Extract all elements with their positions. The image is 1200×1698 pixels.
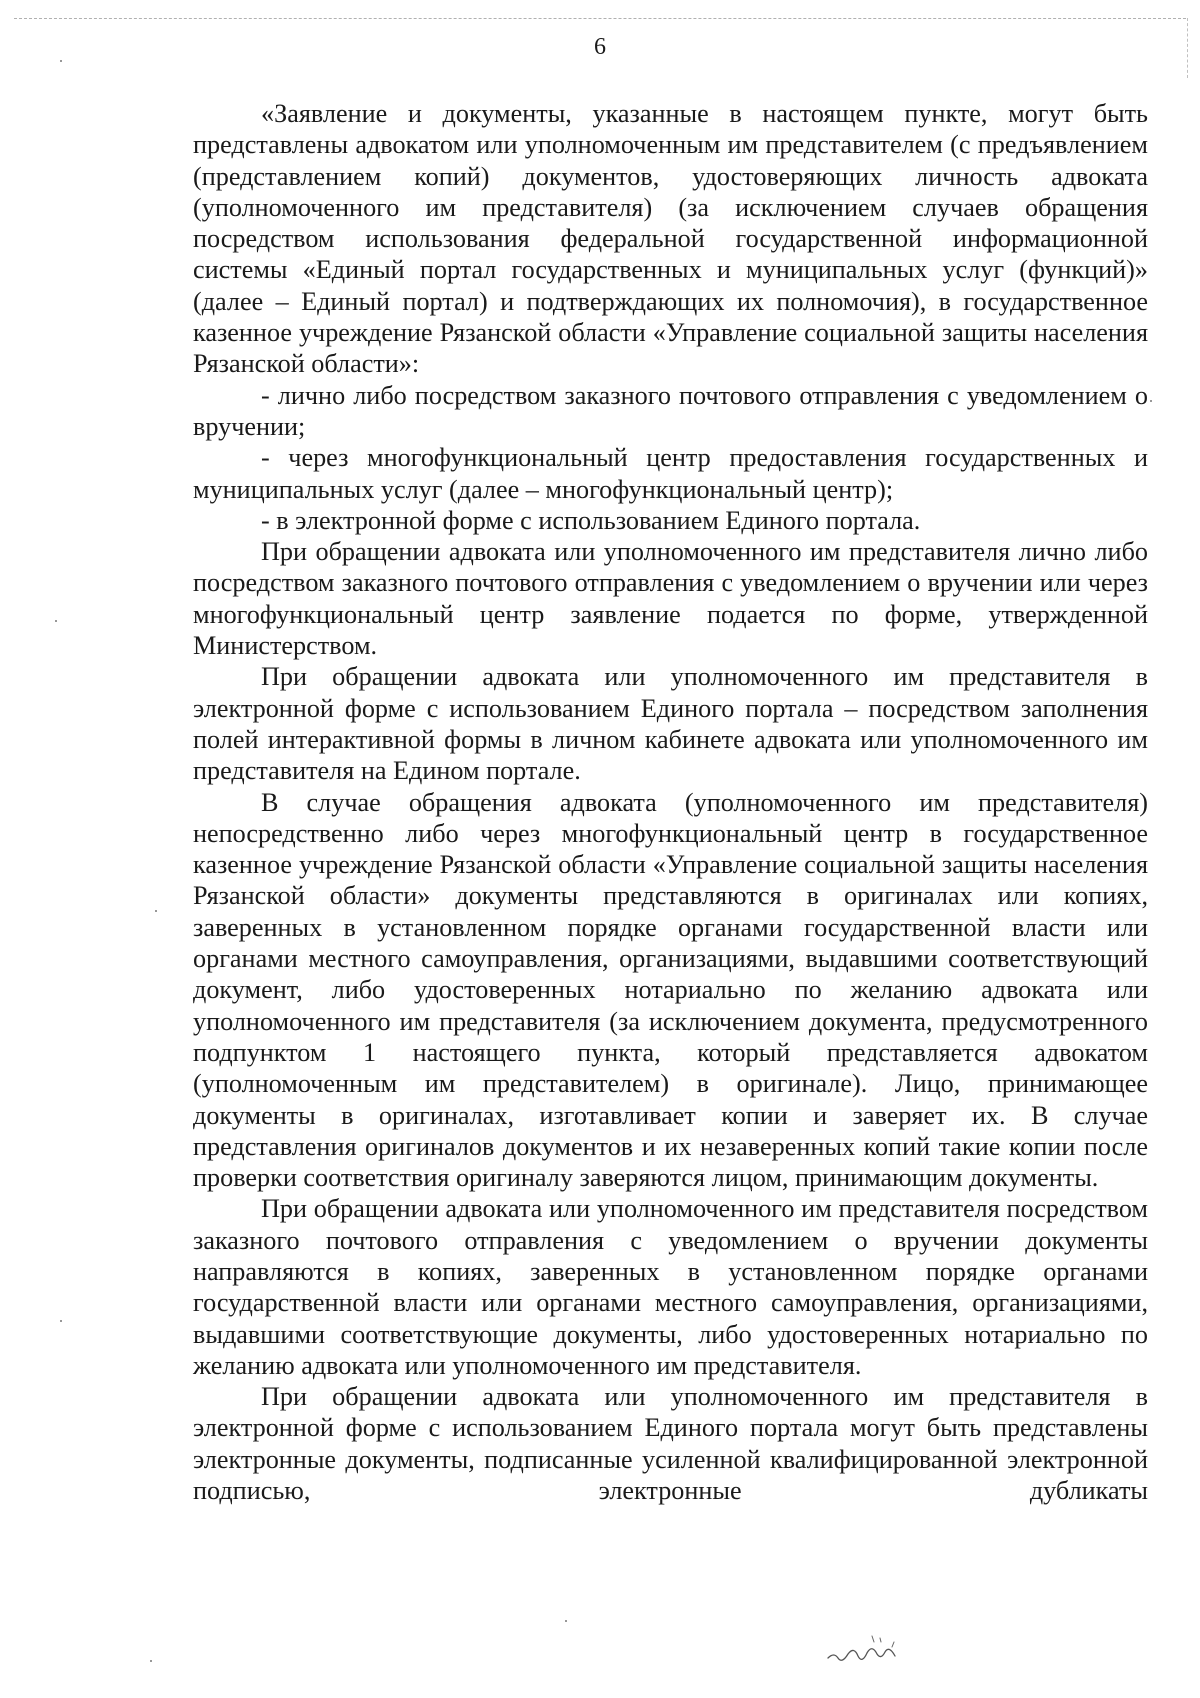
list-item-in-person-or-mail: - лично либо посредством заказного почтового отправления с уведомлением о вручении;: [193, 380, 1148, 441]
scan-speck: [155, 910, 157, 912]
handwritten-initials-mark: [820, 1628, 920, 1668]
scan-speck: [565, 1620, 567, 1622]
document-body: [193, 98, 1148, 1506]
scan-top-edge: [14, 18, 1186, 19]
paragraph-electronic-documents: При обращении адвоката или уполномоченного им представителя в электронной форме с использованием Единого портала могут быть представлены электронные документы, подписанные усиленной квалифицированной электронной подписью, электронные дубликаты: [193, 1382, 1148, 1506]
paragraph-electronic-form: При обращении адвоката или уполномоченного им представителя в электронной форме с использованием Единого портала – посредством заполнения полей интерактивной формы в личном кабинете адвоката или уполномоченного им представителя на Едином портале.: [193, 662, 1148, 786]
paragraph-application-submission: «Заявление и документы, указанные в настоящем пункте, могут быть представлены адвокатом или уполномоченным им представителем (с предъявлением (представлением копий) документов, удостоверяющих личность адвоката (уполномоченного им представителя) (за исключением случаев обращения посредством использования федеральной государственной информационной системы «Единый портал государственных и муниципальных услуг (функций)» (далее – Единый портал) и подтверждающих их полномочия), в государственное казенное учреждение Рязанской области «Управление социальной защиты населения Рязанской области»:: [193, 99, 1148, 379]
page-number: 6: [594, 34, 606, 60]
scan-speck: [60, 60, 62, 62]
paragraph-postal-copies: При обращении адвоката или уполномоченного им представителя посредством заказного почтового отправления с уведомлением о вручении документы направляются в копиях, заверенных в установленном порядке органами государственной власти или органами местного самоуправления, организациями, выдавшими соответствующие документы, либо удостоверенных нотариально по желанию адвоката или уполномоченного им представителя.: [193, 1194, 1148, 1380]
scan-speck: [55, 620, 57, 622]
scan-speck: [1150, 400, 1152, 402]
list-item-mfc: - через многофункциональный центр предоставления государственных и муниципальных услуг (далее – многофункциональный центр);: [193, 443, 1148, 504]
scan-speck: [150, 1660, 152, 1662]
scan-speck: [60, 1320, 62, 1322]
paragraph-paper-form: При обращении адвоката или уполномоченного им представителя лично либо посредством заказного почтового отправления с уведомлением о вручении или через многофункциональный центр заявление подается по форме, утвержденной Министерством.: [193, 537, 1148, 661]
paragraph-originals-copies: В случае обращения адвоката (уполномоченного им представителя) непосредственно либо через многофункциональный центр в государственное казенное учреждение Рязанской области «Управление социальной защиты населения Рязанской области» документы представляются в оригиналах или копиях, заверенных в установленном порядке органами государственной власти или органами местного самоуправления, организациями, выдавшими соответствующий документ, либо удостоверенных нотариально по желанию адвоката или уполномоченного им представителя (за исключением документа, предусмотренного подпунктом 1 настоящего пункта, который представляется адвокатом (уполномоченным им представителем) в оригинале). Лицо, принимающее документы в оригиналах, изготавливает копии и заверяет их. В случае представления оригиналов документов и их незаверенных копий такие копии после проверки соответствия оригиналу заверяются лицом, принимающим документы.: [193, 787, 1148, 1193]
list-item-electronic: - в электронной форме с использованием Единого портала.: [261, 505, 921, 535]
